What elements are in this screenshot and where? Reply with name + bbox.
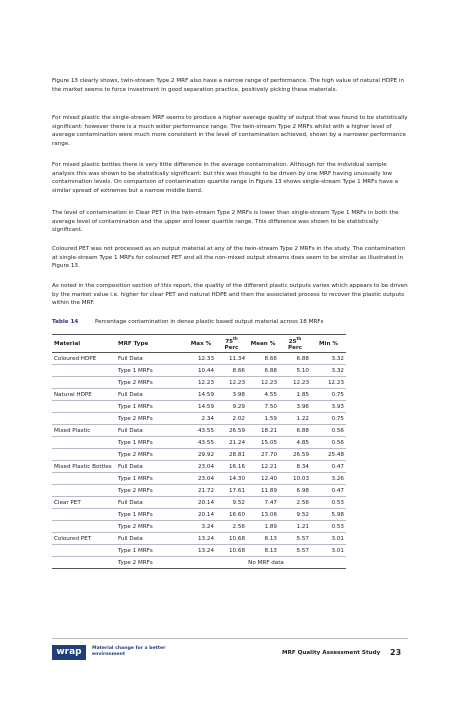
paragraph-6: As noted in the composition section of this report, the quality of the different plastic outputs varies which appears to be driven by the market value i.e. higher for clear PET and natural HDPE and then the associated process to recover the plastic outputs within the MRF. [52, 283, 408, 307]
paragraph-5: Coloured PET was not processed as an output material at any of the twin-stream Type 2 MRFs in the study. The contamination at single-stream Type 1 MRFs for coloured PET and all the non-mixed output streams does seem to be similar as illustrated in Figure 13. [52, 246, 406, 270]
wrap-logo: wrap [52, 645, 86, 660]
table-cell-mean: 18.21 [247, 425, 279, 437]
table-cell-p25: 4.85 [279, 437, 311, 449]
table-cell-min: 0.75 [311, 413, 346, 425]
table-cell-mean: 4.55 [247, 389, 279, 401]
table-cell-p75: 8.66 [216, 365, 247, 377]
table-cell-type: Type 2 MRFs [116, 449, 186, 461]
header-mrf-type: MRF Type [116, 335, 186, 353]
table-cell-min: 3.01 [311, 533, 346, 545]
table-cell-mean: 12.21 [247, 461, 279, 473]
table-cell-material [52, 401, 116, 413]
table-cell-min: 3.01 [311, 545, 346, 557]
table-cell-type: Full Data [116, 497, 186, 509]
contamination-table [52, 334, 346, 569]
table-cell-min: 25.48 [311, 449, 346, 461]
table-cell-p25: 3.96 [279, 401, 311, 413]
table-row [52, 521, 346, 533]
table-row [52, 413, 346, 425]
table-row [52, 509, 346, 521]
table-cell-type: Full Data [116, 425, 186, 437]
table-cell-p25: 9.52 [279, 509, 311, 521]
table-cell-p25: 6.88 [279, 353, 311, 365]
header-mean: Mean % [247, 335, 279, 353]
table-header-row [52, 335, 346, 353]
table-cell-mean: 7.47 [247, 497, 279, 509]
table-cell-type: Type 2 MRFs [116, 485, 186, 497]
table-cell-p25: 10.03 [279, 473, 311, 485]
table-cell-p75: 28.81 [216, 449, 247, 461]
table-row [52, 533, 346, 545]
header-max: Max % [186, 335, 216, 353]
table-row [52, 473, 346, 485]
table-row [52, 545, 346, 557]
table-cell-mean: 27.70 [247, 449, 279, 461]
table-cell-p75: 2.02 [216, 413, 247, 425]
table-cell-type: Type 2 MRFs [116, 521, 186, 533]
table-cell-material [52, 449, 116, 461]
table-cell-min: 0.53 [311, 497, 346, 509]
table-cell-mean: 12.23 [247, 377, 279, 389]
table-cell-p25: 6.88 [279, 425, 311, 437]
table-cell-material [52, 557, 116, 569]
table-cell-p25: 1.21 [279, 521, 311, 533]
table-cell-p25: 1.85 [279, 389, 311, 401]
table-row [52, 497, 346, 509]
table-cell-material: Clear PET [52, 497, 116, 509]
table-cell-mean: 8.66 [247, 353, 279, 365]
table-row [52, 425, 346, 437]
table-cell-p25: 1.22 [279, 413, 311, 425]
table-cell-max: 13.24 [186, 533, 216, 545]
paragraph-2: For mixed plastic the single-stream MRF seems to produce a higher average quality of output that was found to be statistically significant: however there is a much wider performance range. The twin-stream Type 2 MRFs whilst with a higher level of average contamination were much more consistent in the level of contamination achieved, shown by a narrower performance range. [52, 115, 408, 147]
table-cell-max: 14.59 [186, 401, 216, 413]
table-cell-type: Type 2 MRFs [116, 377, 186, 389]
table-cell-p25: 5.10 [279, 365, 311, 377]
table-cell-p75: 3.98 [216, 389, 247, 401]
paragraph-4: The level of contamination in Clear PET in the twin-stream Type 2 MRFs is lower than single-stream Type 1 MRFs in both the average level of contamination and the upper and lower quartile range. This difference was shown to be statistically significant. [52, 210, 399, 234]
table-cell-max: 12.23 [186, 377, 216, 389]
table-caption [52, 319, 412, 325]
header-25th: 25th Perc [279, 335, 311, 353]
table-cell-p25: 2.56 [279, 497, 311, 509]
header-material: Material [52, 335, 116, 353]
table-cell-p75: 17.61 [216, 485, 247, 497]
table-cell-p25: 8.34 [279, 461, 311, 473]
table-cell-p75: 14.30 [216, 473, 247, 485]
table-cell-p75: 11.34 [216, 353, 247, 365]
table-cell-material: Coloured PET [52, 533, 116, 545]
table-cell-no-data: No MRF data [186, 557, 346, 569]
table-cell-min: 0.47 [311, 485, 346, 497]
table-row [52, 485, 346, 497]
table-row [52, 557, 346, 569]
table-cell-max: 20.14 [186, 509, 216, 521]
table-cell-type: Full Data [116, 353, 186, 365]
table-cell-type: Type 1 MRFs [116, 365, 186, 377]
table-cell-max: 13.24 [186, 545, 216, 557]
table-cell-p75: 2.56 [216, 521, 247, 533]
table-caption-number: Table 14 [52, 319, 79, 325]
table-cell-type: Full Data [116, 461, 186, 473]
table-cell-type: Type 1 MRFs [116, 545, 186, 557]
table-cell-min: 0.53 [311, 521, 346, 533]
table-cell-p25: 6.98 [279, 485, 311, 497]
table-cell-max: 23.04 [186, 473, 216, 485]
table-cell-max: 14.59 [186, 389, 216, 401]
table-cell-max: 29.92 [186, 449, 216, 461]
table-cell-max: 43.55 [186, 437, 216, 449]
table-cell-mean: 1.59 [247, 413, 279, 425]
table-row [52, 353, 346, 365]
table-row [52, 365, 346, 377]
table-cell-p75: 26.59 [216, 425, 247, 437]
table-cell-max: 12.33 [186, 353, 216, 365]
table-cell-max: 21.72 [186, 485, 216, 497]
table-cell-p75: 16.16 [216, 461, 247, 473]
table-cell-mean: 13.06 [247, 509, 279, 521]
table-cell-type: Full Data [116, 389, 186, 401]
table-cell-material [52, 413, 116, 425]
footer-divider [52, 638, 408, 639]
table-cell-mean: 7.50 [247, 401, 279, 413]
table-cell-p75: 12.23 [216, 377, 247, 389]
footer-title: MRF Quality Assessment Study [282, 650, 381, 656]
table-cell-material: Mixed Plastic Bottles [52, 461, 116, 473]
table-cell-p75: 16.60 [216, 509, 247, 521]
table-cell-material [52, 365, 116, 377]
table-cell-p75: 9.29 [216, 401, 247, 413]
table-cell-max: 10.44 [186, 365, 216, 377]
table-cell-type: Type 2 MRFs [116, 557, 186, 569]
table-cell-max: 20.14 [186, 497, 216, 509]
table-caption-text: Percentage contamination in dense plastic based output material across 18 MRFs [95, 319, 324, 325]
table-cell-material [52, 437, 116, 449]
page-number: 23 [390, 648, 402, 657]
table-cell-material: Natural HDPE [52, 389, 116, 401]
table-cell-material: Coloured HDPE [52, 353, 116, 365]
table-cell-min: 12.23 [311, 377, 346, 389]
table-cell-material [52, 545, 116, 557]
table-cell-p75: 10.68 [216, 533, 247, 545]
table-cell-p75: 10.68 [216, 545, 247, 557]
table-cell-mean: 1.89 [247, 521, 279, 533]
table-row [52, 377, 346, 389]
table-cell-min: 3.32 [311, 353, 346, 365]
table-cell-type: Type 2 MRFs [116, 413, 186, 425]
table-cell-min: 0.47 [311, 461, 346, 473]
table-cell-mean: 11.89 [247, 485, 279, 497]
table-cell-mean: 15.05 [247, 437, 279, 449]
table-cell-min: 0.56 [311, 437, 346, 449]
table-row [52, 449, 346, 461]
table-cell-mean: 8.13 [247, 545, 279, 557]
table-row [52, 389, 346, 401]
table-cell-type: Type 1 MRFs [116, 401, 186, 413]
table-cell-mean: 12.40 [247, 473, 279, 485]
table-cell-min: 0.75 [311, 389, 346, 401]
header-75th: 75th Perc [216, 335, 247, 353]
table-cell-max: 23.04 [186, 461, 216, 473]
table-cell-material [52, 509, 116, 521]
paragraph-3: For mixed plastic bottles there is very little difference in the average contamination. Although for the individual sample analysis this was shown to be statistically significant: but this was thought to be driven by one MRF having unusually low contamination levels. On comparison of contamination quartile range in Figure 13 shows single-stream Type 1 MRFs have a similar spread of extremes but a narrow middle band. [52, 162, 399, 194]
table-cell-material [52, 485, 116, 497]
table-cell-min: 5.98 [311, 509, 346, 521]
table-cell-min: 3.26 [311, 473, 346, 485]
table-cell-min: 0.56 [311, 425, 346, 437]
header-min: Min % [311, 335, 346, 353]
table-cell-p25: 5.57 [279, 533, 311, 545]
table-cell-material: Mixed Plastic [52, 425, 116, 437]
table-cell-min: 3.93 [311, 401, 346, 413]
table-cell-type: Type 1 MRFs [116, 437, 186, 449]
table-cell-mean: 6.88 [247, 365, 279, 377]
table-cell-p25: 5.57 [279, 545, 311, 557]
table-row [52, 401, 346, 413]
table-row [52, 461, 346, 473]
table-cell-max: 3.24 [186, 521, 216, 533]
table-cell-type: Full Data [116, 533, 186, 545]
table-cell-max: 2.34 [186, 413, 216, 425]
table-cell-type: Type 1 MRFs [116, 473, 186, 485]
table-cell-type: Type 1 MRFs [116, 509, 186, 521]
table-cell-p75: 21.24 [216, 437, 247, 449]
table-cell-material [52, 521, 116, 533]
table-cell-max: 43.55 [186, 425, 216, 437]
logo-tagline: Material change for a better environment [92, 646, 166, 657]
table-cell-p25: 26.59 [279, 449, 311, 461]
table-cell-p25: 12.23 [279, 377, 311, 389]
table-cell-min: 3.32 [311, 365, 346, 377]
paragraph-1: Figure 13 clearly shows, twin-stream Type 2 MRF also have a narrow range of performance. The high value of natural HDPE in the market seems to force investment in good separation practice, positively picking these materials. [52, 78, 405, 93]
table-cell-material [52, 473, 116, 485]
table-cell-mean: 8.13 [247, 533, 279, 545]
table-cell-p75: 9.52 [216, 497, 247, 509]
table-row [52, 437, 346, 449]
table-cell-material [52, 377, 116, 389]
